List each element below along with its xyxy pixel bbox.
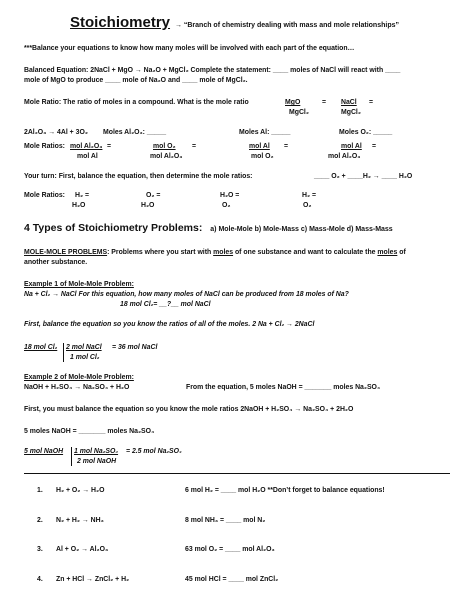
mole-mole-moles-1: moles — [213, 249, 234, 256]
ratio-4-equals: = — [372, 143, 377, 150]
moles-al2o3-blank: Moles Al₂O₃: _____ — [103, 129, 167, 136]
example-2-calc-result: = 2.5 mol Na₂SO₄ — [126, 448, 182, 455]
turn-ratio-2-numerator: O₂ = — [146, 192, 161, 199]
ratio-1-equals: = — [107, 143, 112, 150]
balanced-equation-line-2: mole of MgO to produce ____ mole of Na₂O and ____ mole of MgCl₂. — [24, 77, 248, 84]
mole-ratio-equals-1: = — [322, 99, 327, 106]
turn-ratio-1-numerator: H₂ = — [75, 192, 89, 199]
mole-mole-text-1: : Problems where you start with — [107, 249, 214, 256]
ratio-2-equals: = — [192, 143, 197, 150]
ratio-1-numerator: mol Al₂O₃ — [70, 143, 103, 150]
problem-3-question: 63 mol O₂ = ____ mol Al₂O₃ — [185, 546, 275, 553]
mole-ratio-nacl-denominator: MgCl₂ — [341, 109, 361, 116]
mole-mole-moles-2: moles — [377, 249, 398, 256]
example-2-calc-divider — [71, 447, 72, 466]
mole-ratios-label-2: Mole Ratios: — [24, 192, 65, 199]
problem-1-question: 6 mol H₂ = ____ mol H₂O **Don’t forget to balance equations! — [185, 487, 385, 494]
ratio-3-denominator: mol O₂ — [251, 153, 274, 160]
mole-ratio-mgo-denominator: MgCl₂ — [289, 109, 309, 116]
section-divider — [24, 473, 450, 474]
example-2-calc-ratio-denominator: 2 mol NaOH — [77, 458, 117, 465]
problem-4-equation: Zn + HCl → ZnCl₂ + H₂ — [56, 576, 130, 583]
example-1-heading: Example 1 of Mole-Mole Problem: — [24, 281, 134, 288]
problem-2-question: 8 mol NH₃ = ____ mol N₂ — [185, 517, 266, 524]
ratio-1-denominator: mol Al — [77, 153, 98, 160]
ratio-3-equals: = — [284, 143, 289, 150]
problem-4-question: 45 mol HCl = ____ mol ZnCl₂ — [185, 576, 279, 583]
ratio-4-denominator: mol Al₂O₃ — [328, 153, 361, 160]
mole-mole-text-2: of one substance and want to calculate the — [233, 249, 378, 256]
example-2-question: From the equation, 5 moles NaOH = _______ moles Na₂SO₄ — [186, 384, 381, 391]
example-1-calc-ratio-numerator: 2 mol NaCl — [66, 344, 102, 351]
moles-al-blank: Moles Al: _____ — [239, 129, 291, 136]
mole-ratio-nacl-numerator: NaCl — [341, 99, 357, 106]
example-1-question: Na + Cl₂ → NaCl For this equation, how many moles of NaCl can be produced from 18 moles of Na? — [24, 291, 349, 298]
intro-text: ***Balance your equations to know how many moles will be involved with each part of the equation… — [24, 45, 355, 52]
mole-ratio-definition: Mole Ratio: The ratio of moles in a compound. What is the mole ratio — [24, 99, 249, 106]
types-heading: 4 Types of Stoichiometry Problems: — [24, 222, 203, 234]
example-2-heading: Example 2 of Mole-Mole Problem: — [24, 374, 134, 381]
problem-2-equation: N₂ + H₂ → NH₃ — [56, 517, 104, 524]
mole-ratios-label: Mole Ratios: — [24, 143, 65, 150]
turn-ratio-1-denominator: H₂O — [72, 202, 86, 209]
example-2-calc-ratio-numerator: 1 mol Na₂SO₄ — [74, 448, 119, 455]
turn-ratio-3-numerator: H₂O = — [220, 192, 240, 199]
example-1-balance-step: First, balance the equation so you know the ratios of all of the moles. 2 Na + Cl₂ → 2NaCl — [24, 321, 315, 328]
title-arrow: → — [174, 22, 182, 29]
example-1-calc-divider — [63, 343, 64, 362]
problem-1-number: 1. — [37, 487, 43, 494]
example-1-calc-result: = 36 mol NaCl — [112, 344, 158, 351]
example-1-setup: 18 mol Cl₂= __?__ mol NaCl — [120, 301, 211, 308]
problem-3-equation: Al + O₂ → Al₂O₃ — [56, 546, 109, 553]
example-2-equation: NaOH + H₂SO₄ → Na₂SO₄ + H₂O — [24, 384, 130, 391]
problem-1-equation: H₂ + O₂ → H₂O — [56, 487, 105, 494]
aluminum-oxide-equation: 2Al₂O₃ → 4Al + 3O₂ — [24, 129, 88, 136]
balanced-equation-line-1: Balanced Equation: 2NaCl + MgO → Na₂O + MgCl₂ Complete the statement: ____ moles of NaCl will react with ____ — [24, 67, 401, 74]
ratio-2-numerator: mol O₂ — [153, 143, 176, 150]
mole-mole-label: MOLE-MOLE PROBLEMS — [24, 249, 108, 256]
title-definition: “Branch of chemistry dealing with mass and mole relationships” — [183, 22, 399, 29]
problem-4-number: 4. — [37, 576, 43, 583]
mole-mole-definition-line-2: another substance. — [24, 259, 88, 266]
page-title: Stoichiometry — [70, 14, 171, 31]
mole-mole-definition — [24, 248, 406, 257]
ratio-3-numerator: mol Al — [249, 143, 270, 150]
mole-mole-text-3: of — [397, 249, 406, 256]
example-2-balance-step: First, you must balance the equation so you know the mole ratios 2NaOH + H₂SO₄ → Na₂SO₄ + 2H₂O — [24, 406, 354, 413]
ratio-2-denominator: mol Al₂O₃ — [150, 153, 183, 160]
mole-ratio-equals-2: = — [369, 99, 374, 106]
moles-o2-blank: Moles O₂: _____ — [339, 129, 393, 136]
example-2-statement: 5 moles NaOH = _______ moles Na₂SO₄ — [24, 428, 155, 435]
types-list: a) Mole-Mole b) Mole-Mass c) Mass-Mole d) Mass-Mass — [210, 226, 393, 233]
example-2-calc-given: 5 mol NaOH — [24, 448, 64, 455]
title-row — [70, 14, 399, 32]
your-turn-equation: ____ O₂ + ____H₂ → ____ H₂O — [314, 173, 413, 180]
types-heading-row — [24, 222, 393, 236]
turn-ratio-2-denominator: H₂O — [141, 202, 155, 209]
problem-2-number: 2. — [37, 517, 43, 524]
example-1-calc-given: 18 mol Cl₂ — [24, 344, 58, 351]
turn-ratio-4-denominator: O₂ — [303, 202, 312, 209]
turn-ratio-3-denominator: O₂ — [222, 202, 231, 209]
mole-ratio-mgo-numerator: MgO — [285, 99, 301, 106]
problem-3-number: 3. — [37, 546, 43, 553]
your-turn-instruction: Your turn: First, balance the equation, then determine the mole ratios: — [24, 173, 253, 180]
example-1-calc-ratio-denominator: 1 mol Cl₂ — [70, 354, 100, 361]
ratio-4-numerator: mol Al — [341, 143, 362, 150]
turn-ratio-4-numerator: H₂ = — [302, 192, 316, 199]
